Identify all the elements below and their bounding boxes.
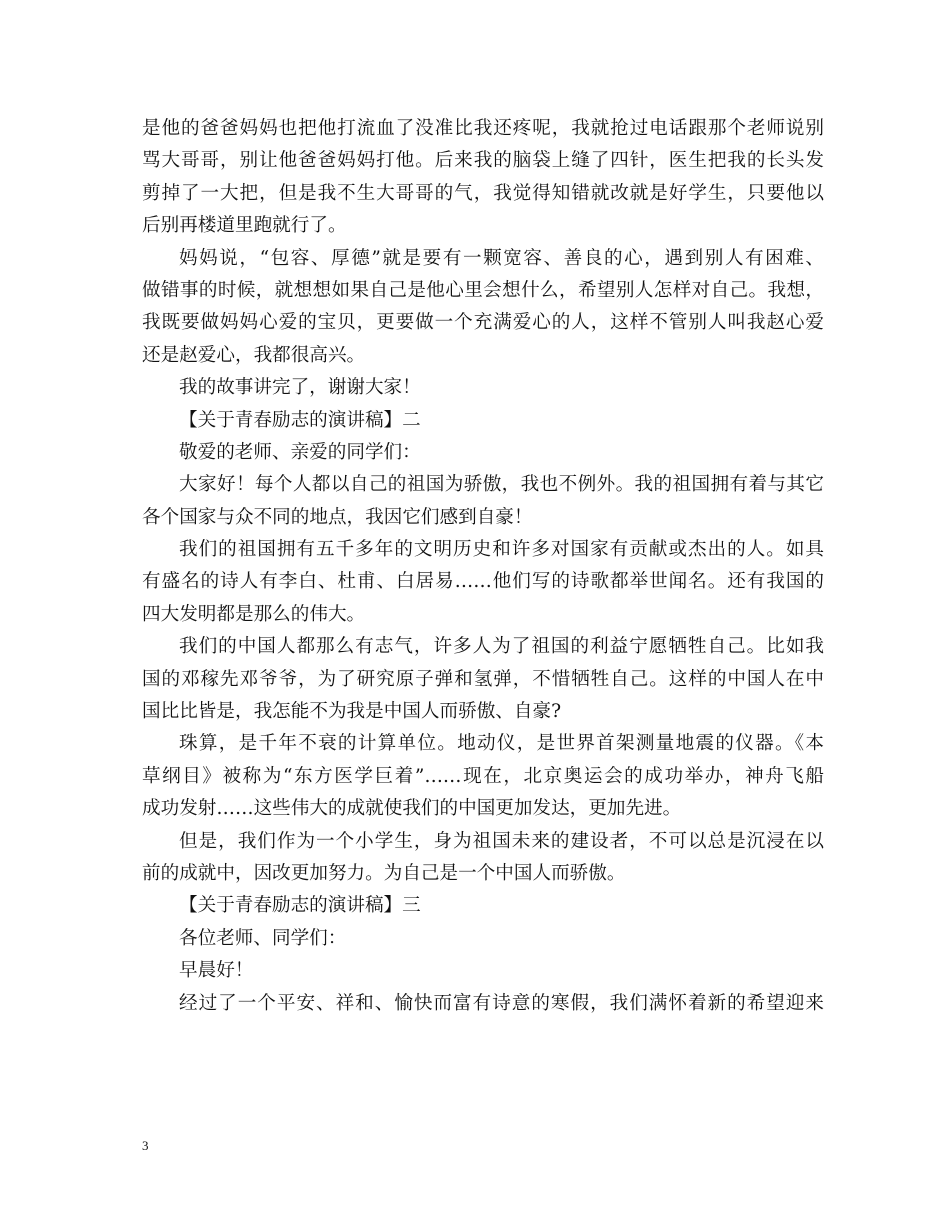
text-line: 是他的爸爸妈妈也把他打流血了没准比我还疼呢，我就抢过电话跟那个老师说别: [142, 118, 824, 139]
text-line: 经过了一个平安、祥和、愉快而富有诗意的寒假，我们满怀着新的希望迎来: [179, 992, 824, 1014]
page-number: 3: [142, 1138, 149, 1153]
text-line: 国比比皆是，我怎能不为我是中国人而骄傲、自豪?: [142, 701, 562, 723]
text-line: 【关于青春励志的演讲稿】三: [179, 895, 421, 917]
text-line: 早晨好！: [179, 960, 254, 982]
text-line: 剪掉了一大把，但是我不生大哥哥的气，我觉得知错就改就是好学生，只要他以: [142, 182, 824, 204]
text-line: 【关于青春励志的演讲稿】二: [179, 409, 421, 431]
text-line: 妈妈说，“包容、厚德”就是要有一颗宽容、善良的心，遇到别人有困难、: [179, 247, 824, 269]
text-line: 敬爱的老师、亲爱的同学们：: [179, 441, 421, 463]
text-line: 我们的中国人都那么有志气，许多人为了祖国的利益宁愿牺牲自己。比如我: [179, 636, 824, 658]
text-line: 大家好！每个人都以自己的祖国为骄傲，我也不例外。我的祖国拥有着与其它: [179, 474, 824, 496]
text-line: 前的成就中，因改更加努力。为自己是一个中国人而骄傲。: [142, 862, 626, 884]
text-line: 四大发明都是那么的伟大。: [142, 603, 366, 625]
text-line: 各位老师、同学们：: [179, 927, 347, 949]
text-line: 后别再楼道里跑就行了。: [142, 215, 347, 237]
document-body: [142, 113, 824, 1020]
text-line: 但是，我们作为一个小学生，身为祖国未来的建设者，不可以总是沉浸在以: [179, 830, 824, 852]
text-line: 草纲目》被称为“东方医学巨着”……现在，北京奥运会的成功举办，神舟飞船: [142, 765, 824, 787]
text-line: 做错事的时候，就想想如果自己是他心里会想什么，希望别人怎样对自己。我想，: [142, 279, 824, 301]
text-line: 珠算，是千年不衰的计算单位。地动仪，是世界首架测量地震的仪器。《本: [179, 733, 824, 755]
text-line: 骂大哥哥，别让他爸爸妈妈打他。后来我的脑袋上缝了四针，医生把我的长头发: [142, 150, 824, 172]
text-line: 国的邓稼先邓爷爷，为了研究原子弹和氢弹，不惜牺牲自己。这样的中国人在中: [142, 668, 824, 690]
text-line: 我既要做妈妈心爱的宝贝，更要做一个充满爱心的人，这样不管别人叫我赵心爱: [142, 312, 824, 334]
text-line: 我的故事讲完了，谢谢大家！: [179, 377, 421, 399]
text-line: 还是赵爱心，我都很高兴。: [142, 344, 366, 366]
text-line: 各个国家与众不同的地点，我因它们感到自豪！: [142, 506, 533, 528]
text-line: 我们的祖国拥有五千多年的文明历史和许多对国家有贡献或杰出的人。如具: [179, 539, 824, 561]
text-line: 有盛名的诗人有李白、杜甫、白居易……他们写的诗歌都举世闻名。还有我国的: [142, 571, 824, 593]
text-line: 成功发射……这些伟大的成就使我们的中国更加发达，更加先进。: [142, 798, 682, 820]
